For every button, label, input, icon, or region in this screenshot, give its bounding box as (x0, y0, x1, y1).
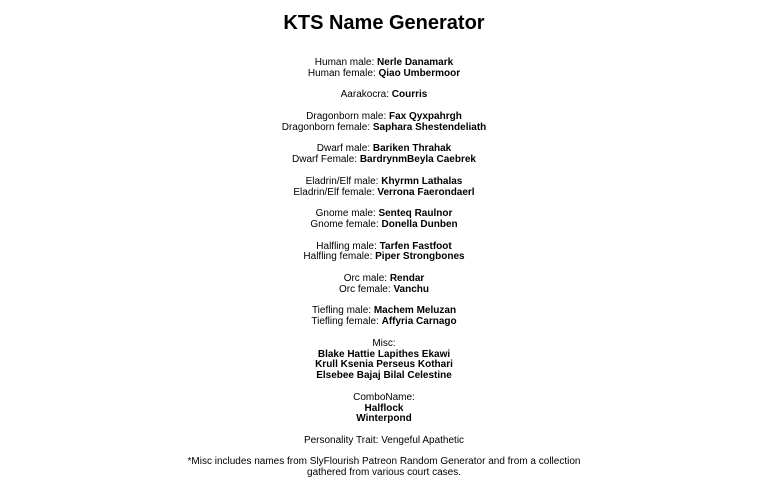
dwarf-female-line (0, 155, 768, 166)
name-label: Gnome female: (310, 218, 382, 230)
name-label: Eladrin/Elf male: (305, 175, 382, 187)
human-female-line (0, 69, 768, 80)
name-label: Halfling male: (316, 240, 380, 252)
misc-name-line: Blake Hattie Lapithes Ekawi (317, 348, 451, 360)
dragonborn-female-line (0, 123, 768, 134)
name-value: Tarfen Fastfoot (379, 240, 452, 252)
combo-name-line: Halflock (364, 402, 404, 414)
gnome-female-line (0, 220, 768, 231)
name-label: Dwarf male: (316, 143, 373, 155)
name-label: Dragonborn male: (306, 110, 389, 122)
tiefling-female-line (0, 317, 768, 328)
combo-label: ComboName: (353, 391, 415, 403)
misc-name-line: Krull Ksenia Perseus Kothari (315, 359, 453, 371)
name-label: Dragonborn female: (281, 121, 373, 133)
name-value: Senteq Raulnor (378, 208, 453, 220)
footnote-line: gathered from various court cases. (307, 467, 461, 479)
combo-name-line: Winterpond (356, 413, 412, 425)
name-value: Piper Strongbones (375, 251, 465, 263)
name-value: BardrynmBeyla Caebrek (359, 154, 476, 166)
name-label: Human female: (307, 67, 379, 79)
name-label: Dwarf Female: (292, 154, 360, 166)
orc-female-line (0, 285, 768, 296)
name-label: Tiefling male: (311, 305, 374, 317)
elf-female-line (0, 188, 768, 199)
name-value: Rendar (389, 272, 425, 284)
name-value: Qiao Umbermoor (378, 67, 461, 79)
name-value: Nerle Danamark (377, 57, 454, 68)
name-value: Vanchu (393, 283, 430, 295)
name-value: Machem Meluzan (373, 305, 457, 317)
name-label: Tiefling female: (311, 316, 382, 328)
halfling-female-line (0, 252, 768, 263)
misc-name-line: Elsebee Bajaj Bilal Celestine (316, 370, 452, 382)
name-label: Orc male: (343, 272, 390, 284)
misc-label: Misc: (372, 337, 396, 349)
page-title: KTS Name Generator (283, 12, 485, 34)
name-value: Verrona Faerondaerl (377, 186, 475, 198)
name-label: Halfling female: (303, 251, 376, 263)
name-label: Aarakocra: (340, 89, 392, 101)
name-value: Donella Dunben (381, 218, 458, 230)
results-content (0, 35, 768, 479)
aarakocra-line (0, 90, 768, 101)
personality-trait: Personality Trait: Vengeful Apathetic (303, 434, 465, 446)
footnote (0, 457, 768, 479)
name-label: Orc female: (338, 283, 394, 295)
name-label: Eladrin/Elf female: (293, 186, 378, 198)
name-label: Gnome male: (315, 208, 379, 220)
name-value: Fax Qyxpahrgh (389, 110, 462, 122)
name-value: Affyria Carnago (381, 316, 457, 328)
name-value: Saphara Shestendeliath (372, 121, 487, 133)
name-value: Courris (391, 89, 428, 101)
name-value: Khyrmn Lathalas (381, 175, 463, 187)
footnote-line: *Misc includes names from SlyFlourish Patreon Random Generator and from a collection (187, 456, 581, 468)
name-label: Human male: (314, 57, 378, 68)
name-value: Bariken Thrahak (372, 143, 452, 155)
